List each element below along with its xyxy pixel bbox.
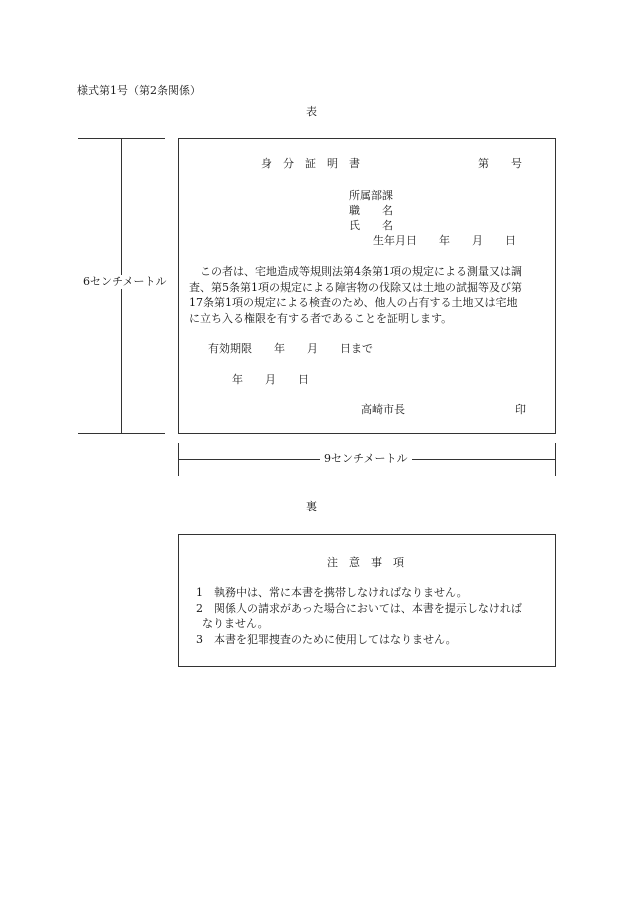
notice-title: 注 意 事 項 (327, 556, 404, 569)
name-field: 氏 名 (349, 219, 393, 232)
birthdate-field: 生年月日 年 月 日 (373, 234, 516, 247)
certification-line: 査、第5条第1項の規定による障害物の伐除又は土地の試掘等及び第 (189, 280, 522, 294)
certification-line: この者は、宅地造成等規則法第4条第1項の規定による測量又は調 (189, 265, 522, 278)
back-side-label: 裏 (306, 500, 317, 513)
card-title: 身 分 証 明 書 (261, 157, 360, 170)
notice-item: 2 関係人の請求があった場合においては、本書を提示しなければ (196, 601, 522, 615)
form-number: 様式第1号（第2条関係） (77, 84, 201, 97)
notice-list (196, 585, 522, 648)
notice-item: 1 執務中は、常に本書を携帯しなければなりません。 (196, 586, 468, 599)
width-dimension-label: 9センチメートル (320, 452, 412, 466)
dimension-bottom-tick (78, 433, 165, 434)
issue-date: 年 月 日 (232, 373, 309, 386)
dimension-right-tick (555, 443, 556, 476)
notice-item-continuation: なりません。 (202, 617, 269, 631)
notice-item: 3 本書を犯罪捜査のために使用してはなりません。 (196, 633, 457, 647)
issuer: 高崎市長 (361, 403, 405, 416)
seal-mark: 印 (515, 403, 526, 416)
validity-period: 有効期限 年 月 日まで (208, 342, 373, 355)
card-number: 第 号 (478, 157, 522, 170)
id-card-back (178, 534, 556, 667)
certification-line: 17条第1項の規定による検査のため、他人の占有する土地又は宅地 (189, 296, 518, 310)
height-dimension-label: 6センチメートル (83, 275, 167, 288)
id-card-front (178, 138, 556, 434)
position-field: 職 名 (349, 204, 393, 217)
department-field: 所属部課 (349, 189, 393, 202)
certification-line: に立ち入る権限を有する者であることを証明します。 (189, 312, 453, 326)
front-side-label: 表 (306, 105, 317, 118)
certification-text (189, 264, 522, 327)
